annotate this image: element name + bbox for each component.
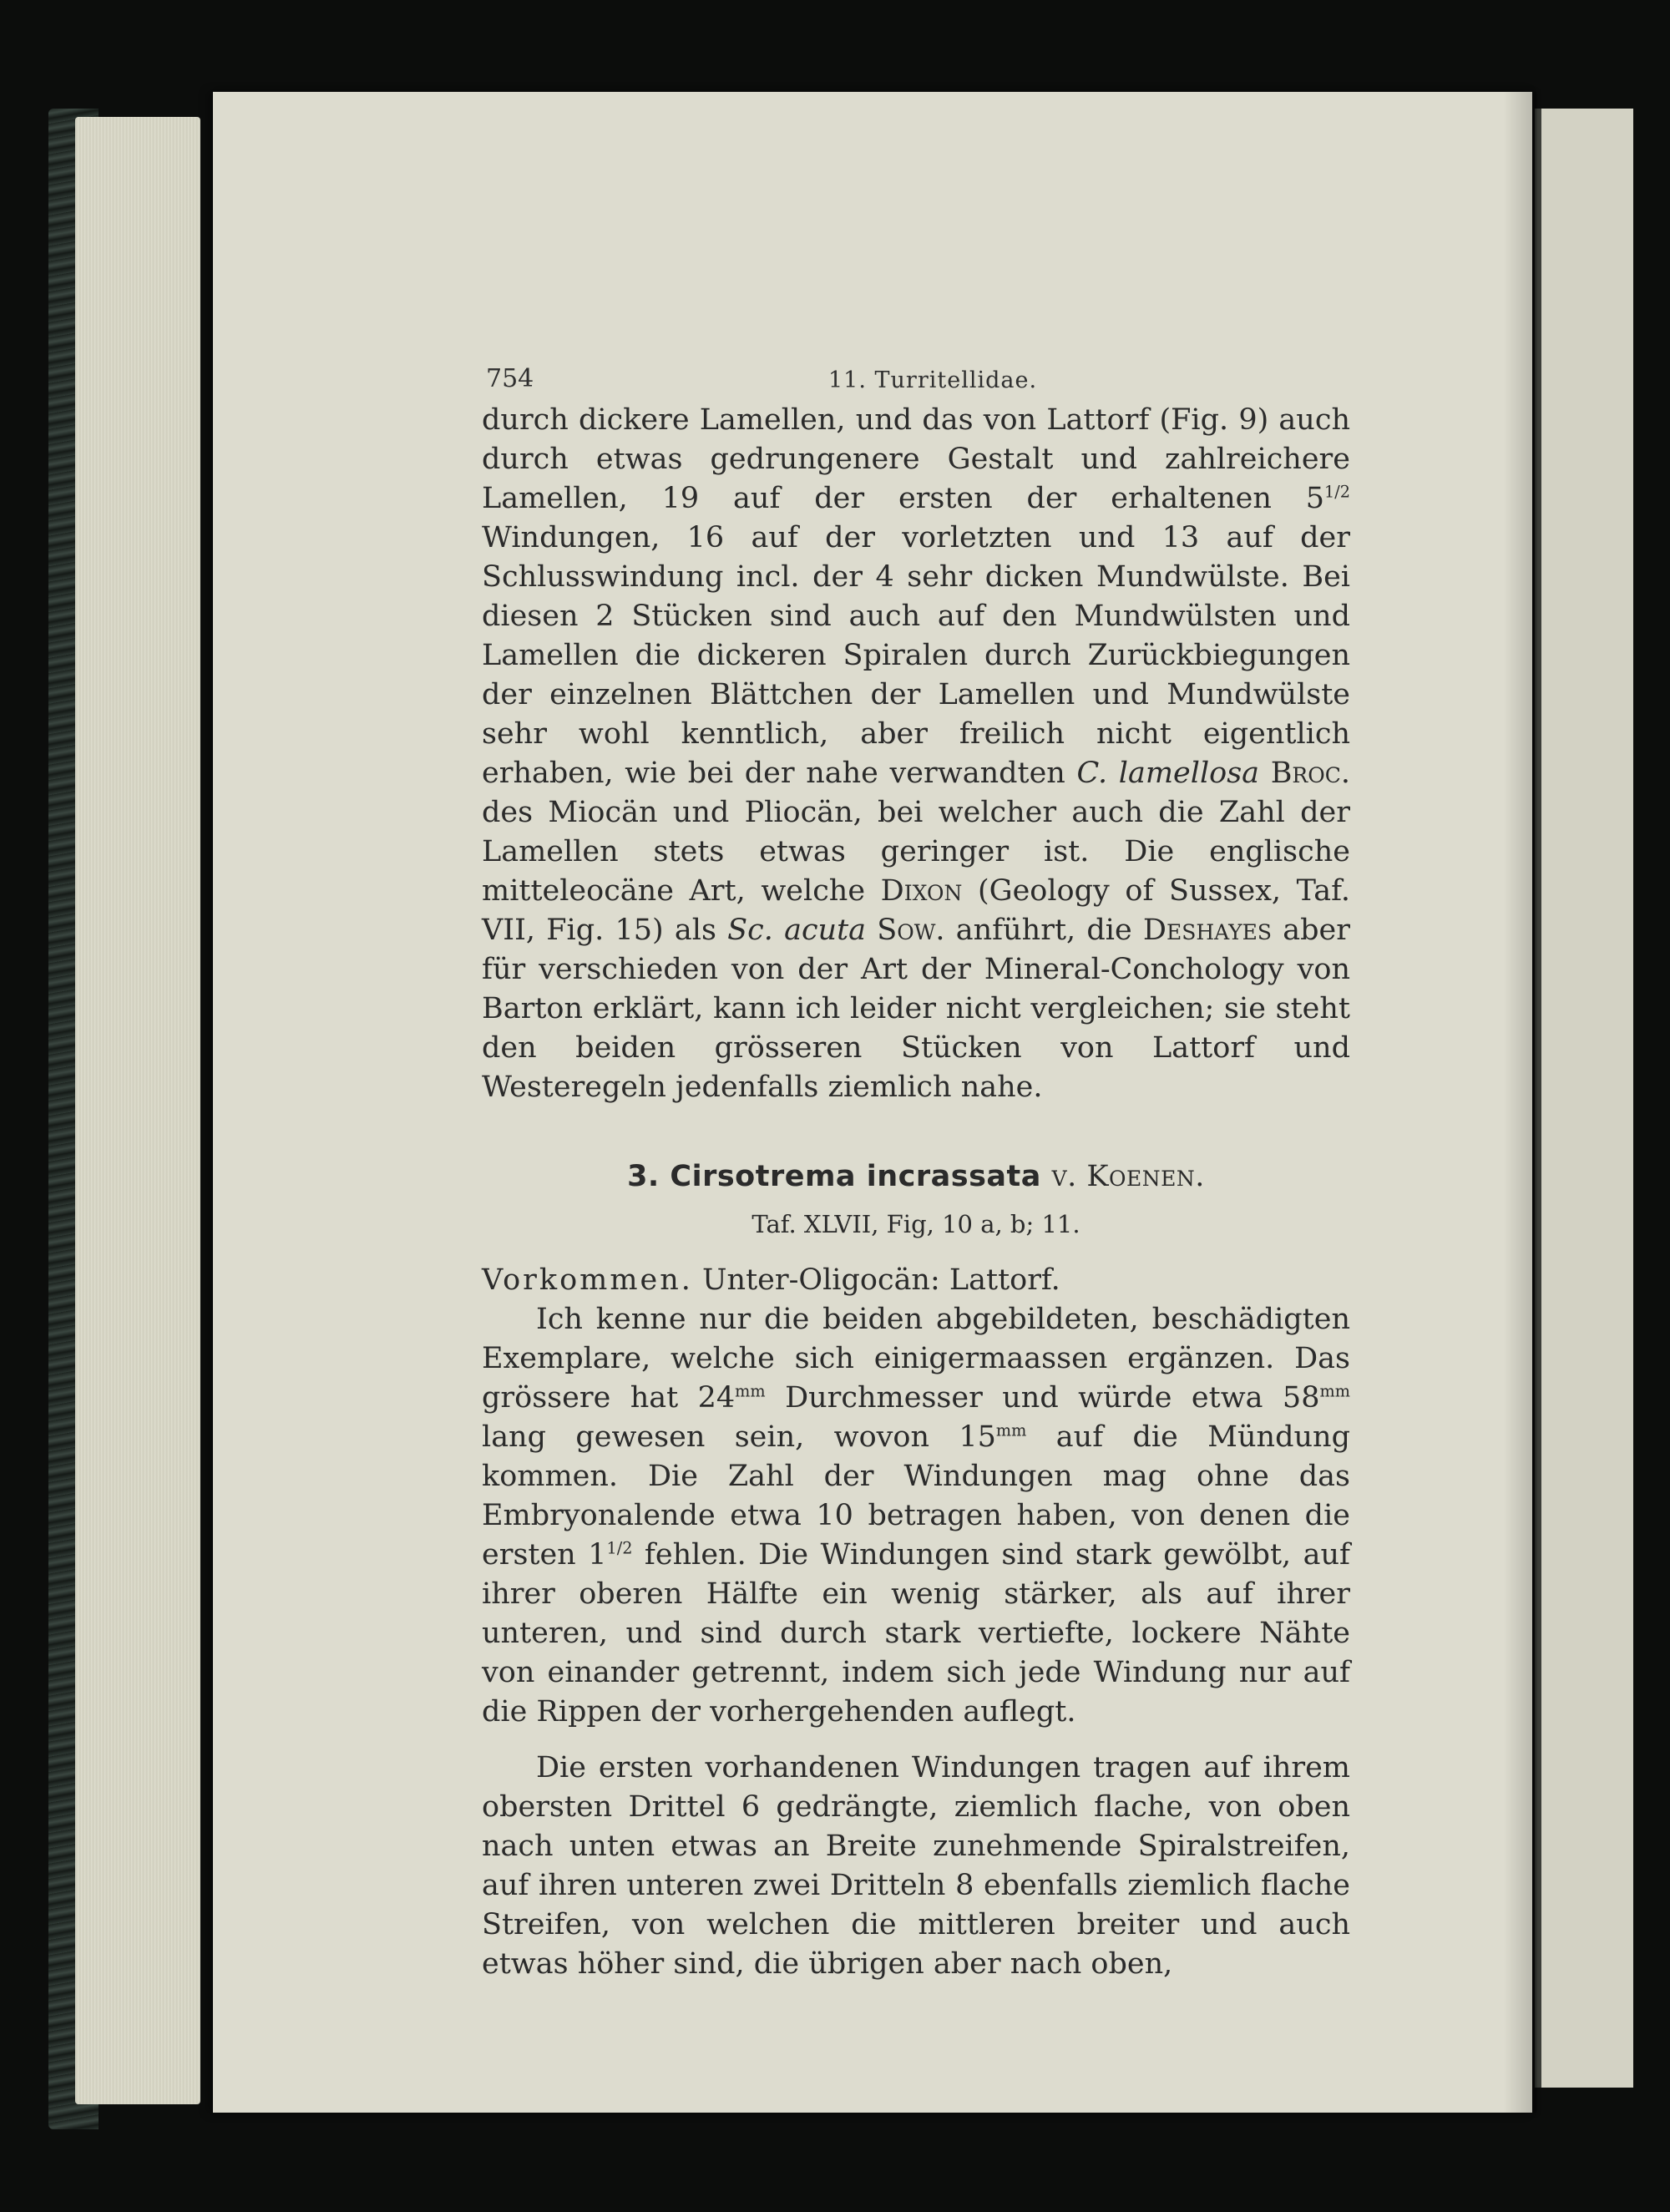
gutter-shadow [1503, 92, 1536, 2113]
page-number: 754 [486, 364, 534, 393]
paragraph: Ich kenne nur die beiden abgebildeten, beschädigten Exemplare, welche sich einigermaassen ergänzen. Das grössere hat $24^{mm}$ Durchmesser und würde etwa $58^{mm}$ lang gewesen sein, wovon $15^{mm}$ auf die Mündung kommen. Die Zahl der Windungen mag ohne das Embryonalende etwa 10 betragen haben, von denen die ersten $1^{1/2}$ fehlen. Die Windungen sind stark gewölbt, auf ihrer oberen Hälfte ein wenig stärker, als auf ihrer unteren, und sind durch stark vertiefte, lockere Nähte von einander getrennt, indem sich jede Windung nur auf die Rippen der vorhergehenden auflegt. [482, 1303, 1350, 1729]
paragraph: Die ersten vorhandenen Windungen tragen auf ihrem obersten Drittel 6 gedrängte, ziemlich flache, von oben nach unten etwas an Breite zunehmende Spiralstreifen, auf ihren unteren zwei Dritteln 8 ebenfalls ziemlich flache Streifen, von welchen die mittleren breiter und auch etwas höher sind, die übrigen aber nach oben, [482, 1751, 1350, 1981]
author-deshayes: Deshayes [1142, 914, 1273, 947]
occurrence-label: Vorkommen. [482, 1263, 693, 1297]
paragraph-continued: durch dickere Lamellen, und das von Lattorf (Fig. 9) auch durch etwas gedrungenere Gestalt und zahlreichere Lamellen, 19 auf der ersten der erhaltenen $5^{1/2}$ Windungen, 16 auf der vorletzten und 13 auf der Schlusswindung incl. der 4 sehr dicken Mundwülste. Bei diesen 2 Stücken sind auch auf den Mundwülsten und Lamellen die dickeren Spiralen durch Zurückbiegungen der einzelnen Blättchen der Lamellen und Mundwülste sehr wohl kenntlich, aber freilich nicht eigentlich erhaben, wie bei der nahe verwandten C. lamellosa Broc. des Miocän und Pliocän, bei welcher auch die Zahl der Lamellen stets etwas geringer ist. Die englische mitteleocäne Art, welche Dixon (Geology of Sussex, Taf. VII, Fig. 15) als Sc. acuta Sow. anführt, die Deshayes aber für verschieden von der Art der Mineral-Conchology von Barton erklärt, kann ich leider nicht vergleichen; sie steht den beiden grösseren Stücken von Lattorf und Westeregeln jedenfalls ziemlich nahe. [482, 403, 1350, 1104]
page-stack [75, 117, 200, 2104]
page-content [482, 359, 1350, 1984]
page-header [482, 359, 1350, 401]
plate-reference: Taf. XLVII, Fig, 10 a, b; 11. [752, 1210, 1080, 1238]
occurrence-line: Vorkommen. Unter-Oligocän: Lattorf. [482, 1263, 1060, 1297]
section-title: 3. Cirsotrema incrassata v. Koenen. [627, 1160, 1205, 1193]
running-head: 11. Turritellidae. [828, 367, 1038, 393]
species-name: C. lamellosa [1076, 757, 1260, 790]
species-name: Sc. acuta [727, 914, 867, 947]
section-author: v. Koenen. [1051, 1160, 1205, 1193]
author-dixon: Dixon [880, 874, 963, 908]
next-page-edge [1535, 109, 1633, 2088]
